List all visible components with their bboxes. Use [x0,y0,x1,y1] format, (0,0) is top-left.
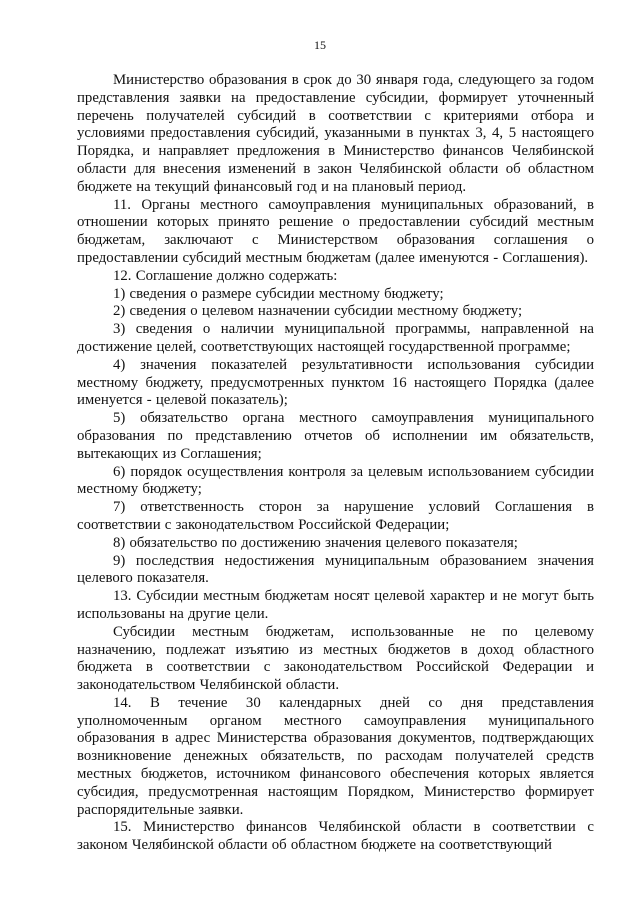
paragraph-intro: Министерство образования в срок до 30 января года, следующего за годом представления заявки на предоставление субсидии, формирует уточненный перечень получателей субсидий в соответствии с критериями отбора и условиями предоставления субсидий, указанными в пунктах 3, 4, 5 настоящего Порядка, и направляет предложения в Министерство финансов Челябинской области для внесения изменений в закон Челябинской области об областном бюджете на текущий финансовый год и на плановый период. [77,72,594,195]
paragraph-subitem-7: 7) ответственность сторон за нарушение условий Соглашения в соответствии с законодательством Российской Федерации; [77,499,594,533]
paragraph-item-13-continuation: Субсидии местным бюджетам, использованные не по целевому назначению, подлежат изъятию из местных бюджетов в доход областного бюджета в соответствии с законодательством Российской Федерации и законодательством Челябинской области. [77,623,594,694]
paragraph-item-11: 11. Органы местного самоуправления муниципальных образований, в отношении которых принято решение о предоставлении субсидий местным бюджетам, заключают с Министерством образования соглашения о предоставлении субсидий местным бюджетам (далее именуются - Соглашения). [77,196,594,266]
paragraph-item-15: 15. Министерство финансов Челябинской области в соответствии с законом Челябинской области об областном бюджете на соответствующий [77,819,594,854]
paragraph-subitem-5: 5) обязательство органа местного самоуправления муниципального образования по представлению отчетов об исполнении им обязательств, вытекающих из Соглашения; [77,410,594,462]
paragraph-subitem-6: 6) порядок осуществления контроля за целевым использованием субсидии местному бюджету; [77,463,594,498]
paragraph-subitem-2: 2) сведения о целевом назначении субсидии местному бюджету; [113,303,523,320]
paragraph-subitem-9: 9) последствия недостижения муниципальным образованием значения целевого показателя. [77,552,594,587]
paragraph-subitem-4: 4) значения показателей результативности использования субсидии местному бюджету, предусмотренных пунктом 16 настоящего Порядка (далее именуется - целевой показатель); [77,356,594,409]
paragraph-item-14: 14. В течение 30 календарных дней со дня представления уполномоченным органом местного самоуправления муниципального образования в адрес Министерства образования документов, подтверждающих возникновение денежных обязательств, по расходам получателей средств местных бюджетов, источником финансового обеспечения которых является субсидия, предусмотренная настоящим Порядком, Министерство формирует распорядительные заявки. [77,694,594,818]
document-body [77,72,594,855]
paragraph-subitem-8: 8) обязательство по достижению значения целевого показателя; [113,534,518,551]
paragraph-subitem-3: 3) сведения о наличии муниципальной программы, направленной на достижение целей, соответствующих настоящей государственной программе; [77,321,594,355]
paragraph-item-13: 13. Субсидии местным бюджетам носят целевой характер и не могут быть использованы на другие цели. [77,588,594,622]
page-number: 15 [314,38,326,52]
paragraph-item-12: 12. Соглашение должно содержать: [113,267,338,284]
paragraph-subitem-1: 1) сведения о размере субсидии местному бюджету; [113,285,444,302]
